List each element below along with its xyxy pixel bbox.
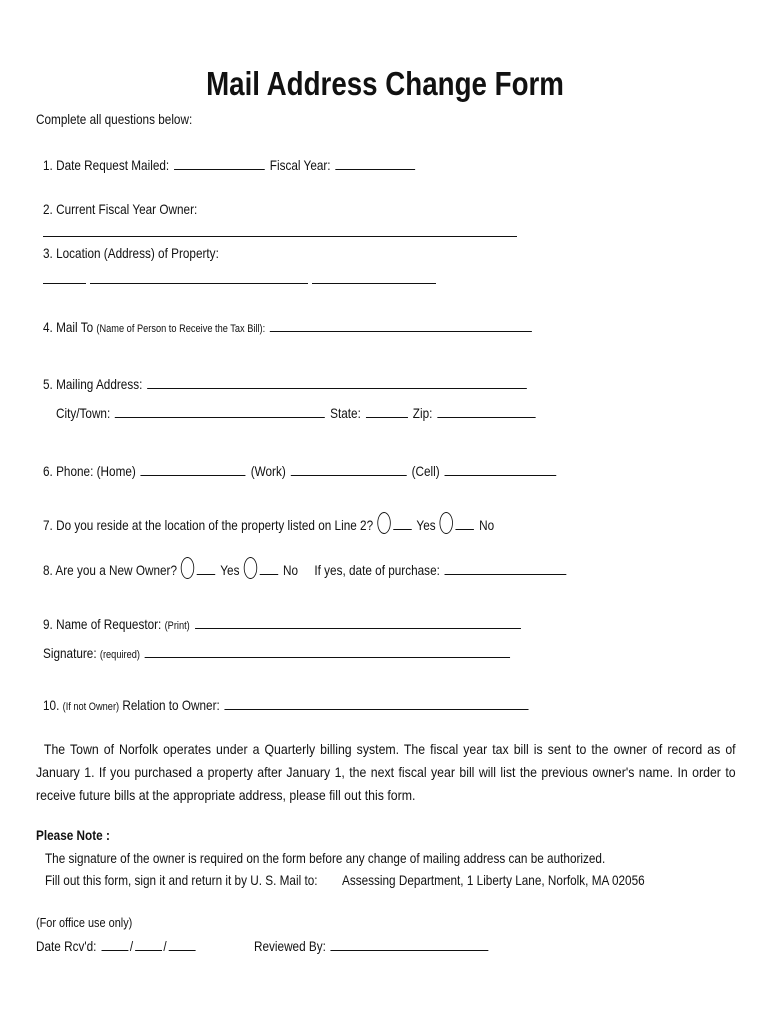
q7-no-label: No [479,517,495,533]
q10-hint: (If not Owner) [62,701,120,713]
q8-yes-radio[interactable] [181,557,194,579]
home-phone-field[interactable] [141,462,246,476]
state-field[interactable] [366,404,408,418]
q4-label: 4. Mail To [43,319,94,335]
current-owner-field[interactable] [43,236,517,237]
q8-no-label: No [282,562,299,578]
cell-label: (Cell) [411,463,440,479]
reviewed-by-field[interactable] [331,937,489,951]
q4-hint: (Name of Person to Receive the Tax Bill): [96,323,266,335]
state-label: State: [330,405,361,421]
q5-label: 5. Mailing Address: [43,376,143,392]
q5-city-row [56,404,537,421]
q10-prefix: 10. [43,697,60,713]
date-received-year[interactable] [168,937,195,951]
signature-field[interactable] [145,644,510,658]
signature-required-hint: (required) [99,649,140,661]
intro-text: Complete all questions below: [36,111,193,127]
date-request-mailed-field[interactable] [174,156,265,170]
q8-label: 8. Are you a New Owner? [43,562,178,578]
purchase-date-label: If yes, date of purchase: [314,562,440,578]
q2-label: 2. Current Fiscal Year Owner: [43,201,198,217]
property-unit-field[interactable] [312,283,436,284]
q7-yes-radio[interactable] [377,512,390,534]
q10-label: Relation to Owner: [122,697,220,713]
q9-label: 9. Name of Requestor: [43,616,162,632]
zip-field[interactable] [437,404,535,418]
q6-row [43,462,558,479]
q3-label: 3. Location (Address) of Property: [43,245,219,261]
signature-label: Signature: [43,645,97,661]
zip-label: Zip: [412,405,433,421]
q8-yes-line [197,561,215,575]
q9-print-hint: (Print) [164,620,190,632]
q7-no-line [456,516,474,530]
q9-row [43,615,522,634]
q10-row [43,696,530,715]
relation-to-owner-field[interactable] [225,696,529,710]
q8-no-line [260,561,278,575]
office-use-label: (For office use only) [36,915,133,930]
q6-label: 6. Phone: (Home) [43,463,136,479]
date-received-month[interactable] [101,937,128,951]
date-received-row: Date Rcv'd: / / [36,937,197,954]
q8-yes-label: Yes [220,562,240,578]
mail-to-field[interactable] [270,318,532,332]
q5-row [43,375,529,392]
mailing-address-text: Assessing Department, 1 Liberty Lane, Norfolk, MA 02056 [342,872,645,888]
date-received-label: Date Rcv'd: [36,938,97,954]
q7-label: 7. Do you reside at the location of the property listed on Line 2? [43,517,374,533]
note-line1: The signature of the owner is required on the form before any change of mailing address can be authorized. [45,850,606,866]
requestor-name-field[interactable] [195,615,521,629]
fiscal-year-field[interactable] [336,156,416,170]
property-number-field[interactable] [43,283,86,284]
q7-row [43,512,494,534]
reviewed-by-row [254,937,490,954]
cell-phone-field[interactable] [445,462,557,476]
property-street-field[interactable] [90,283,308,284]
purchase-date-field[interactable] [445,561,567,575]
city-label: City/Town: [56,405,111,421]
work-phone-field[interactable] [291,462,407,476]
form-title: Mail Address Change Form [206,65,564,102]
fiscal-year-label: Fiscal Year: [269,157,331,173]
date-received-day[interactable] [135,937,162,951]
reviewed-by-label: Reviewed By: [254,938,326,954]
billing-info-paragraph: The Town of Norfolk operates under a Quarterly billing system. The fiscal year tax bill is sent to the owner of record as of January 1. If you purchased a property after January 1, the next fiscal year bill will list the previous owner's name. In order to receive future bills at the appropriate address, please fill out this form. [36,741,736,803]
q7-yes-line [393,516,411,530]
signature-row [43,644,512,663]
mailing-address-field[interactable] [147,375,527,389]
q8-row [43,557,568,579]
please-note-heading: Please Note : [36,827,110,843]
q1-row [43,156,417,173]
q8-no-radio[interactable] [244,557,257,579]
q4-row [43,318,534,337]
q7-yes-label: Yes [416,517,436,533]
city-field[interactable] [115,404,325,418]
note-line2: Fill out this form, sign it and return it by U. S. Mail to: [45,872,318,888]
work-label: (Work) [250,463,286,479]
q1-label: 1. Date Request Mailed: [43,157,170,173]
q7-no-radio[interactable] [440,512,453,534]
